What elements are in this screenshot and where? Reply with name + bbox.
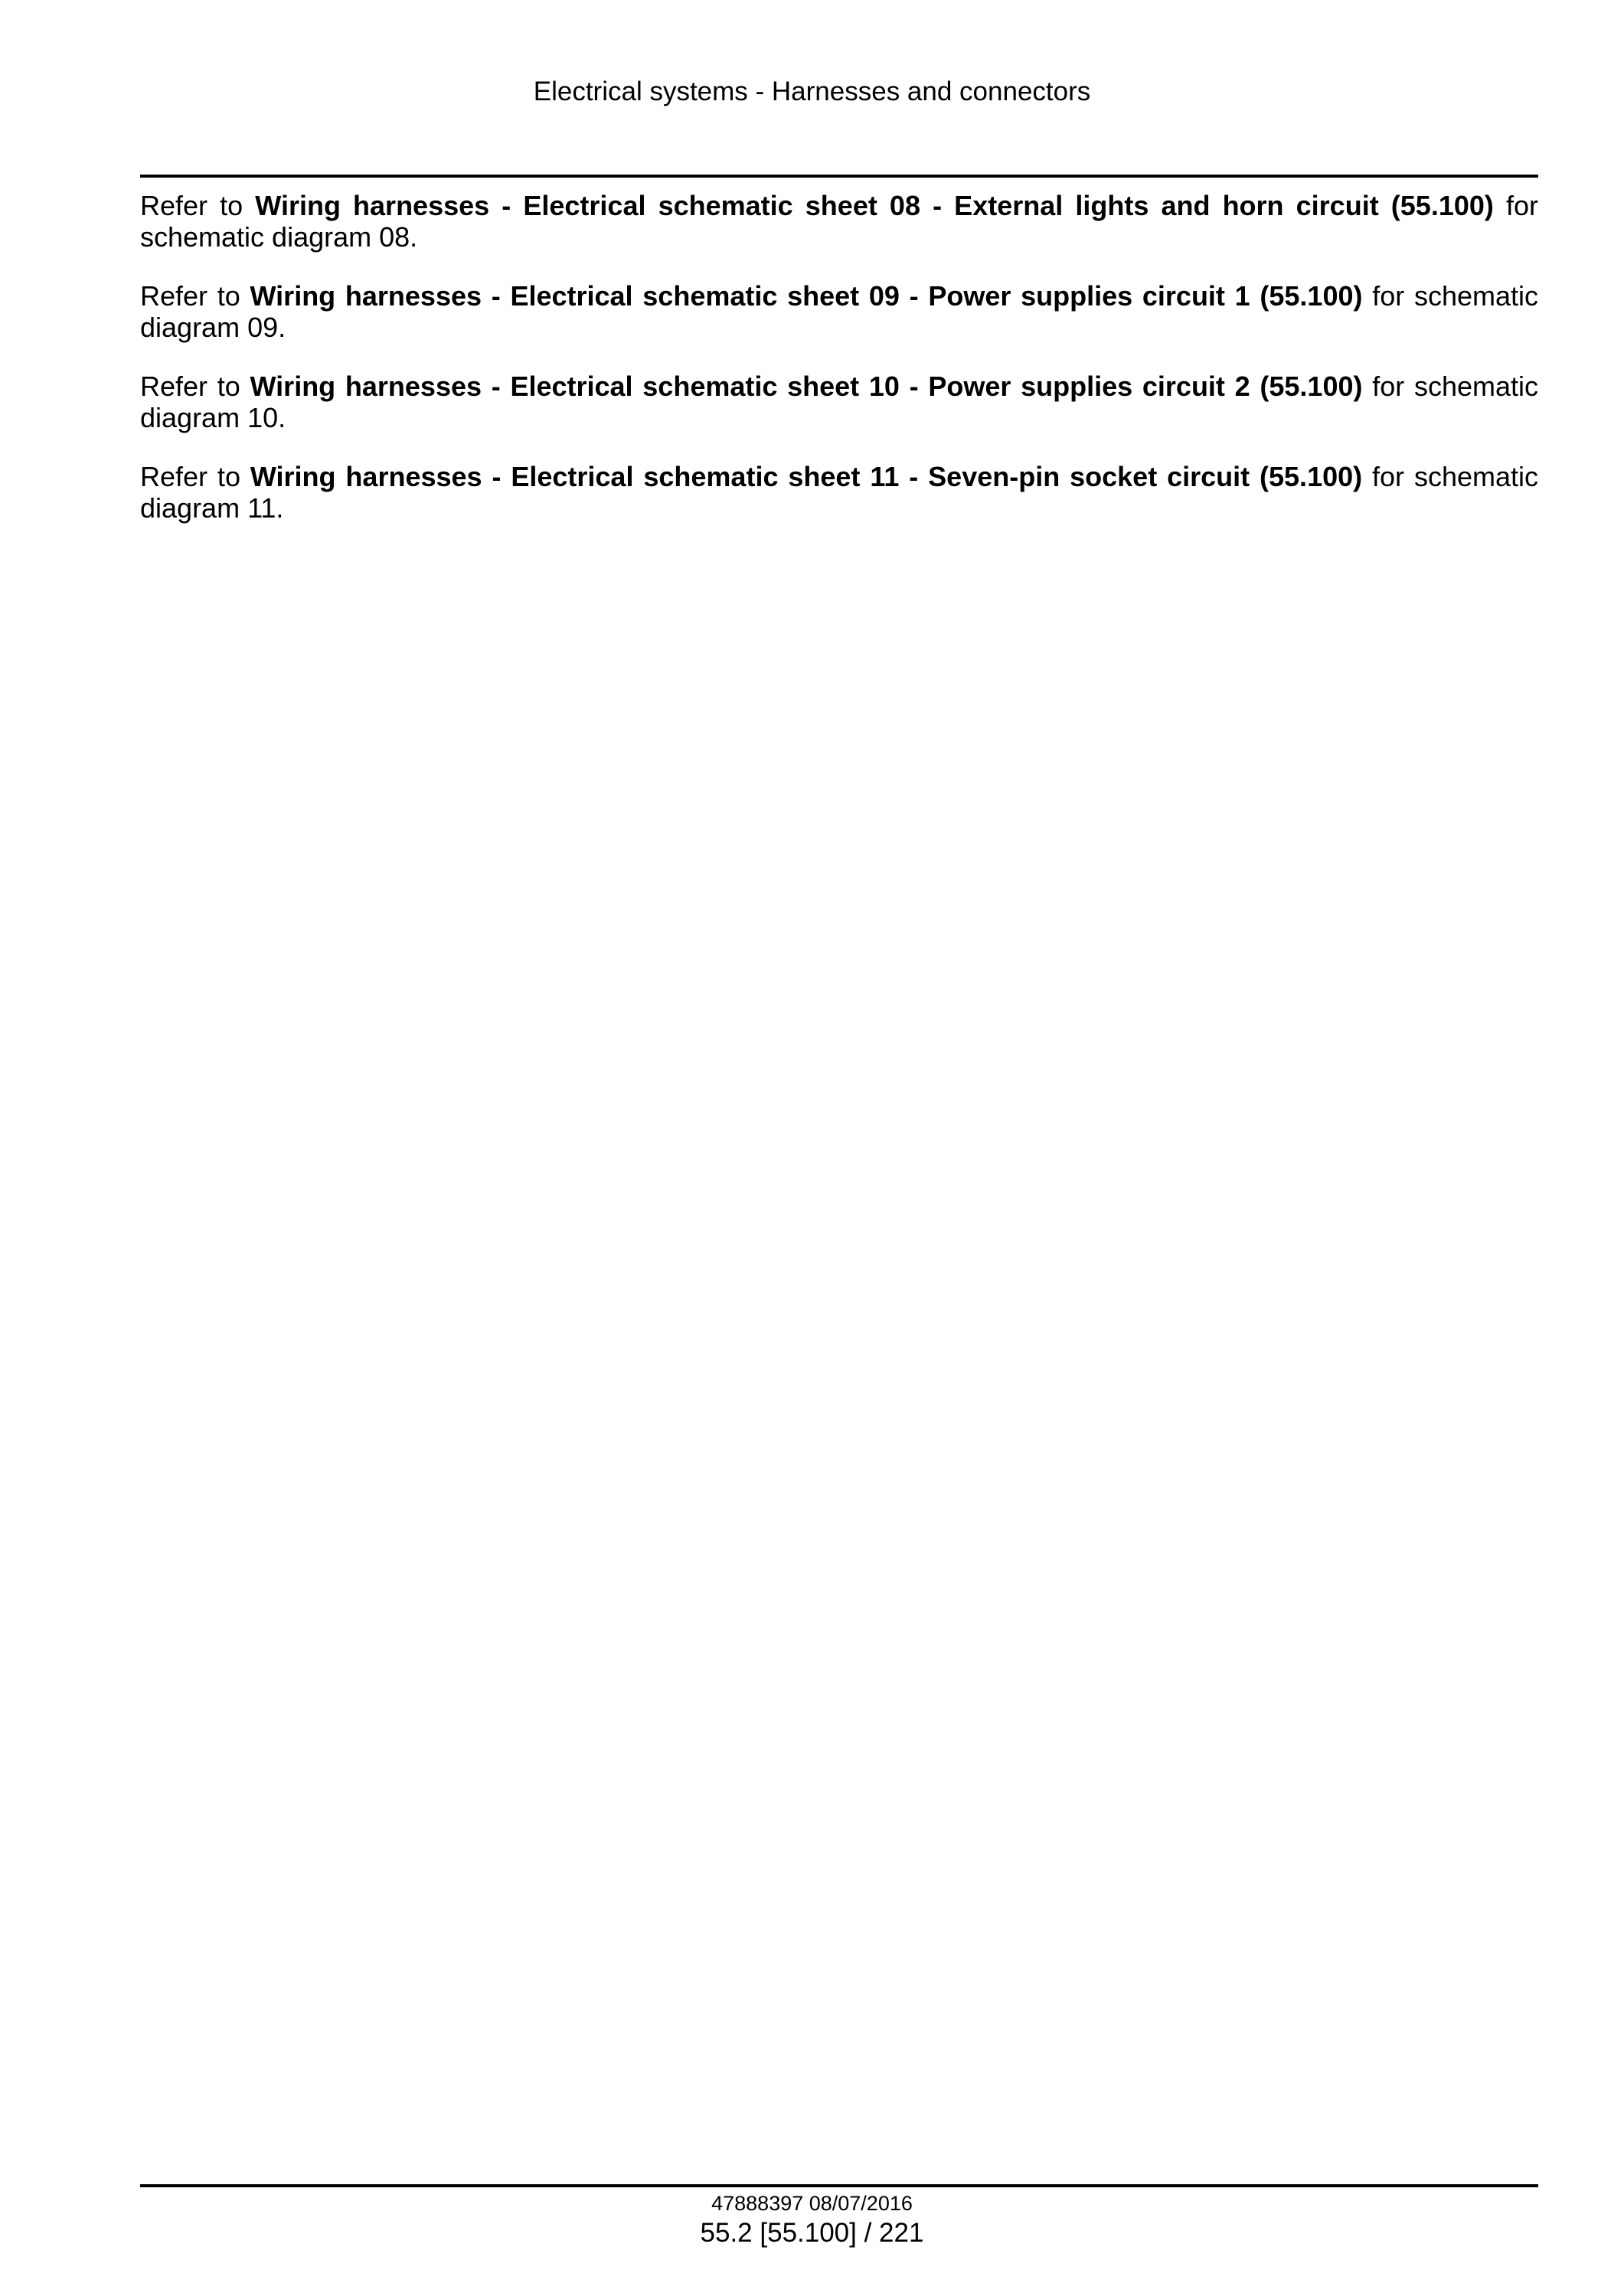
footer-divider xyxy=(140,2184,1538,2187)
reference-paragraph-08 xyxy=(140,190,1538,253)
header-divider xyxy=(140,175,1538,178)
reference-suffix: for schematic diagram 10. xyxy=(140,371,1538,433)
reference-paragraph-11 xyxy=(140,461,1538,524)
reference-prefix: Refer to xyxy=(140,371,250,402)
reference-suffix: for schematic diagram 08. xyxy=(140,190,1539,253)
document-body xyxy=(140,190,1538,551)
reference-suffix: for schematic diagram 09. xyxy=(140,280,1538,343)
footer-page-reference: 55.2 [55.100] / 221 xyxy=(700,2218,924,2248)
footer-document-id: 47888397 08/07/2016 xyxy=(711,2192,913,2215)
reference-link-sheet-09[interactable]: Wiring harnesses - Electrical schematic sheet 09 - Power supplies circuit 1 (55.100) xyxy=(250,280,1363,312)
reference-link-sheet-08[interactable]: Wiring harnesses - Electrical schematic sheet 08 - External lights and horn circuit (55.100) xyxy=(255,190,1494,221)
reference-prefix: Refer to xyxy=(140,461,250,492)
reference-paragraph-09 xyxy=(140,280,1538,343)
reference-paragraph-10 xyxy=(140,371,1538,433)
reference-link-sheet-10[interactable]: Wiring harnesses - Electrical schematic sheet 10 - Power supplies circuit 2 (55.100) xyxy=(250,371,1363,402)
page-header-title: Electrical systems - Harnesses and connectors xyxy=(533,77,1091,106)
reference-link-sheet-11[interactable]: Wiring harnesses - Electrical schematic sheet 11 - Seven-pin socket circuit (55.100) xyxy=(250,461,1363,492)
reference-prefix: Refer to xyxy=(140,190,256,221)
reference-prefix: Refer to xyxy=(140,280,250,312)
reference-suffix: for schematic diagram 11. xyxy=(140,461,1539,524)
